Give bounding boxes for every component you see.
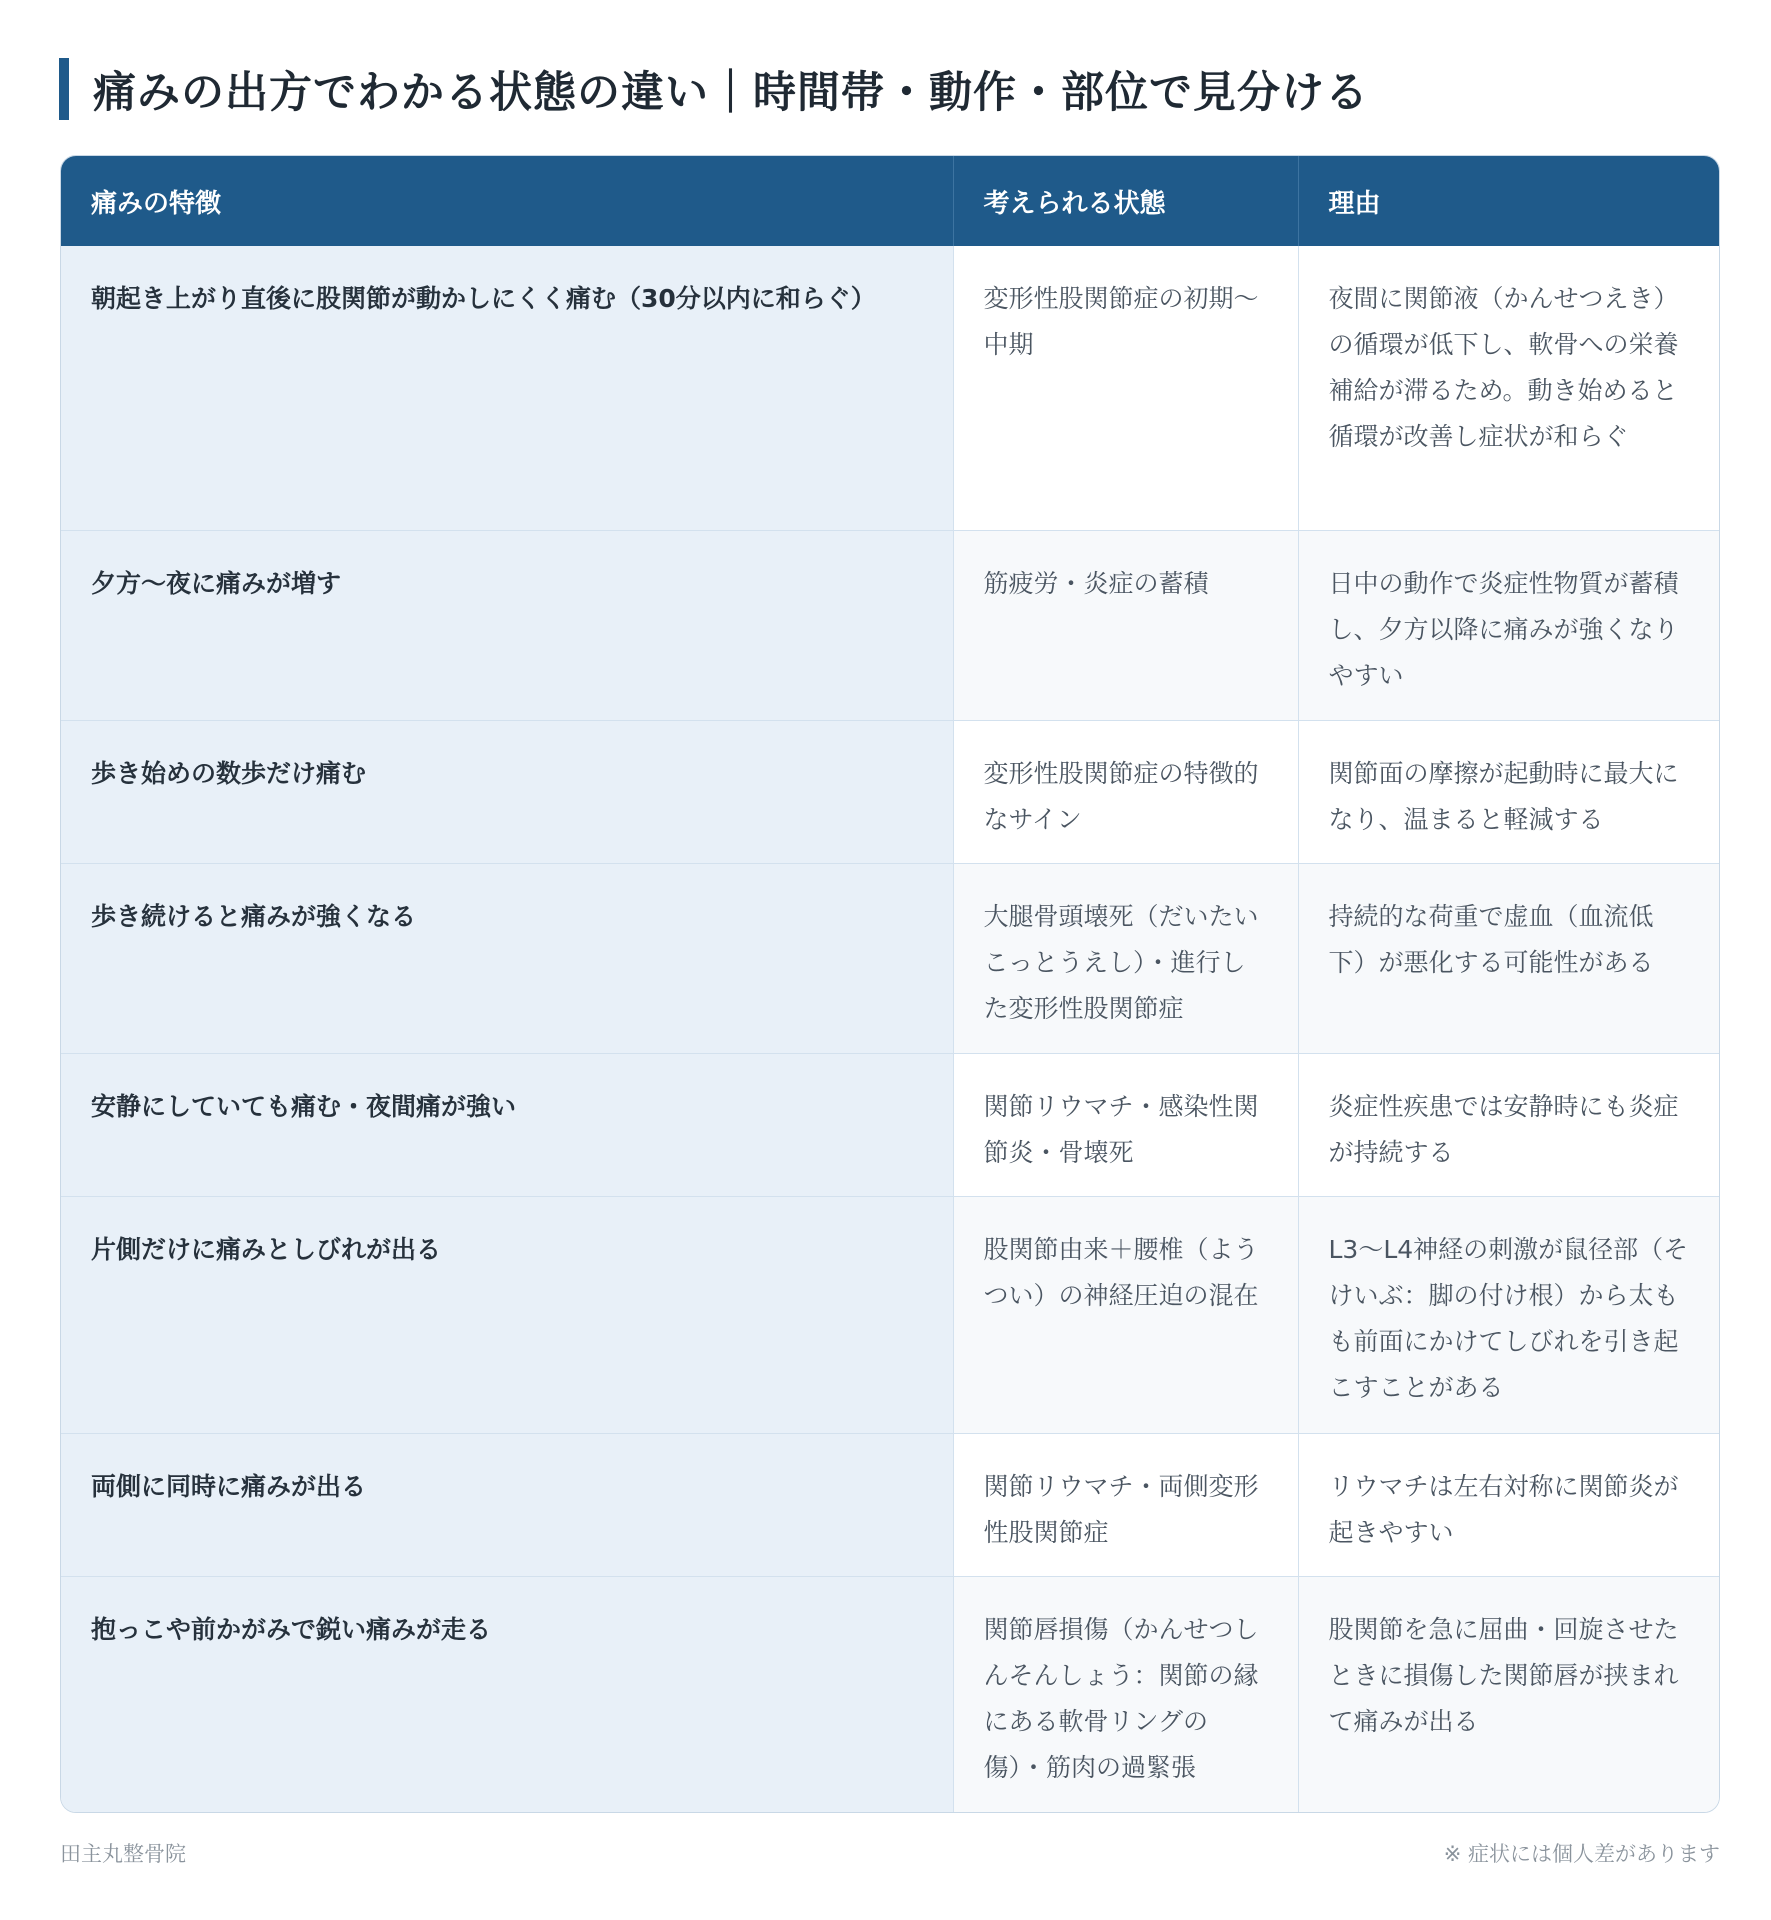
feature-cell: 片側だけに痛みとしびれが出る xyxy=(61,1196,953,1433)
state-cell: 筋疲労・炎症の蓄積 xyxy=(953,530,1298,720)
feature-cell: 歩き始めの数歩だけ痛む xyxy=(61,720,953,863)
table-row xyxy=(61,1433,1719,1576)
state-cell: 大腿骨頭壊死（だいたいこっとうえし）・進行した変形性股関節症 xyxy=(953,863,1298,1053)
state-cell: 関節唇損傷（かんせつしんそんしょう：関節の縁にある軟骨リングの傷）・筋肉の過緊張 xyxy=(953,1576,1298,1812)
feature-cell: 両側に同時に痛みが出る xyxy=(61,1433,953,1576)
state-cell: 関節リウマチ・感染性関節炎・骨壊死 xyxy=(953,1053,1298,1196)
table-row xyxy=(61,863,1719,1053)
table-row xyxy=(61,1196,1719,1433)
header-reason: 理由 xyxy=(1298,156,1719,246)
state-cell: 股関節由来＋腰椎（ようつい）の神経圧迫の混在 xyxy=(953,1196,1298,1433)
symptom-table xyxy=(61,156,1719,1812)
reason-cell: 股関節を急に屈曲・回旋させたときに損傷した関節唇が挟まれて痛みが出る xyxy=(1298,1576,1719,1812)
page-title: 痛みの出方でわかる状態の違い｜時間帯・動作・部位で見分ける xyxy=(93,67,1369,118)
table-row xyxy=(61,720,1719,863)
state-cell: 変形性股関節症の初期〜中期 xyxy=(953,246,1298,530)
feature-cell: 歩き続けると痛みが強くなる xyxy=(61,863,953,1053)
state-cell: 変形性股関節症の特徴的なサイン xyxy=(953,720,1298,863)
reason-cell: リウマチは左右対称に関節炎が起きやすい xyxy=(1298,1433,1719,1576)
feature-cell: 抱っこや前かがみで鋭い痛みが走る xyxy=(61,1576,953,1812)
state-cell: 関節リウマチ・両側変形性股関節症 xyxy=(953,1433,1298,1576)
reason-cell: 夜間に関節液（かんせつえき）の循環が低下し、軟骨への栄養補給が滞るため。動き始めると循環が改善し症状が和らぐ xyxy=(1328,284,1679,451)
reason-cell: 持続的な荷重で虚血（血流低下）が悪化する可能性がある xyxy=(1298,863,1719,1053)
feature-cell: 夕方〜夜に痛みが増す xyxy=(61,530,953,720)
symptom-table-container xyxy=(60,155,1720,1813)
reason-cell: 関節面の摩擦が起動時に最大になり、温まると軽減する xyxy=(1298,720,1719,863)
reason-cell: 炎症性疾患では安静時にも炎症が持続する xyxy=(1298,1053,1719,1196)
header-feature: 痛みの特徴 xyxy=(61,156,953,246)
reason-cell: 日中の動作で炎症性物質が蓄積し、夕方以降に痛みが強くなりやすい xyxy=(1298,530,1719,720)
table-row xyxy=(61,530,1719,720)
clinic-name: 田主丸整骨院 xyxy=(60,1842,186,1866)
disclaimer-note: ※ 症状には個人差があります xyxy=(1443,1842,1720,1866)
reason-cell: L3〜L4神経の刺激が鼠径部（そけいぶ：脚の付け根）から太もも前面にかけてしびれを引き起こすことがある xyxy=(1298,1196,1719,1433)
table-row xyxy=(61,246,1719,530)
table-row xyxy=(61,1053,1719,1196)
header-state: 考えられる状態 xyxy=(953,156,1298,246)
feature-cell: 朝起き上がり直後に股関節が動かしにくく痛む（30分以内に和らぐ） xyxy=(61,246,953,530)
page-title-block xyxy=(59,58,1369,120)
table-header-row xyxy=(61,156,1719,246)
table-row xyxy=(61,1576,1719,1812)
feature-cell: 安静にしていても痛む・夜間痛が強い xyxy=(61,1053,953,1196)
title-accent-bar xyxy=(59,58,69,120)
